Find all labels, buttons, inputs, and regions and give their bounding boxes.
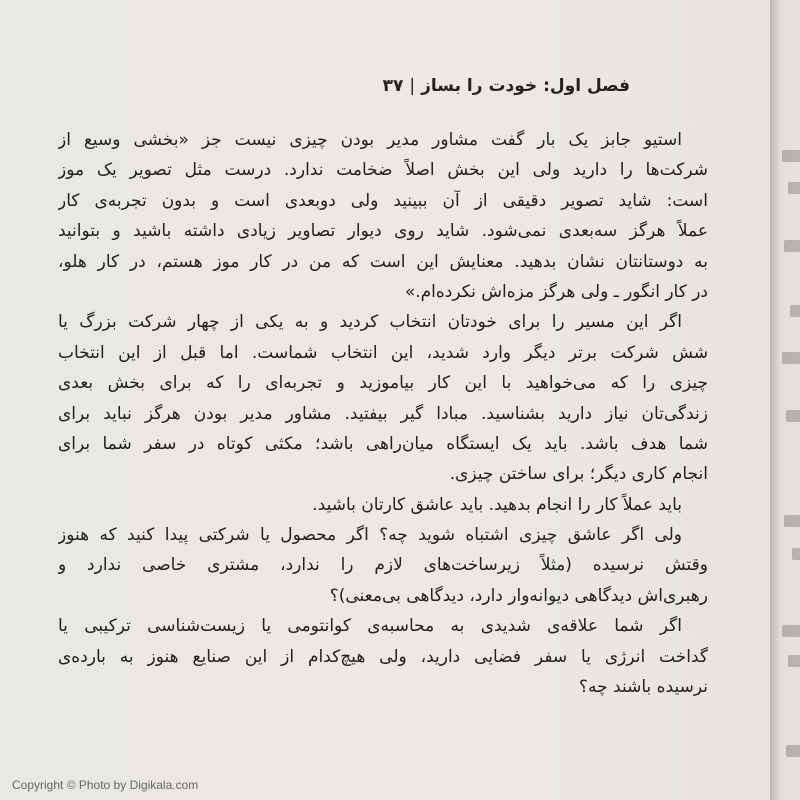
text-line: در کار انگور ـ ولی هرگز مزه‌اش نکرده‌ام.»: [404, 281, 708, 302]
facing-text-fragment: [786, 745, 800, 757]
facing-text-fragment: [784, 515, 800, 527]
facing-text-fragment: [782, 625, 800, 637]
running-head: [383, 76, 630, 96]
text-line: عملاً هرگز سه‌بعدی نمی‌شود. شاید روی دیوار تصاویر زیادی داشته باشید و بتوانید: [58, 221, 708, 242]
text-line: اگر این مسیر را برای خودتان انتخاب کردید و به یکی از چهار شرکت بزرگ یا: [58, 312, 682, 333]
copyright-watermark: Copyright © Photo by Digikala.com: [12, 778, 199, 792]
facing-text-fragment: [792, 548, 800, 560]
facing-text-fragment: [782, 150, 800, 162]
body-text: [58, 125, 708, 702]
text-line: اگر شما علاقه‌ی شدیدی به محاسبه‌ی کوانتومی یا زیست‌شناسی ترکیبی یا: [58, 616, 682, 637]
facing-text-fragment: [788, 182, 800, 194]
text-line: به دوستانتان نشان بدهید. معنایش این است که من در کار موز هستم، در کار هلو،: [58, 251, 708, 272]
chapter-title: فصل اول: خودت را بساز: [421, 76, 630, 96]
text-line: باید عملاً کار را انجام بدهید. باید عاشق کارتان باشید.: [312, 494, 682, 515]
text-line: شش شرکت برتر دیگر وارد شدید، این انتخاب شماست. اما قبل از این انتخاب: [58, 342, 708, 363]
facing-text-fragment: [782, 352, 800, 364]
text-line: وقتش نرسیده (مثلاً زیرساخت‌های لازم را ندارد، مشتری خاصی ندارد و: [58, 555, 708, 576]
facing-text-fragment: [788, 655, 800, 667]
page-number: ۳۷: [382, 76, 404, 96]
facing-text-fragment: [786, 410, 800, 422]
text-line: زندگی‌تان نیاز دارید بشناسید. مبادا گیر بیفتید. مشاور مدیر بودن هرگز نباید برای: [58, 403, 708, 424]
text-line: استیو جابز یک بار گفت مشاور مدیر بودن چیزی نیست جز «بخشی وسیع از: [58, 130, 682, 150]
header-separator: |: [409, 76, 416, 96]
text-line: رهبری‌اش دیدگاهی دیوانه‌وار دارد، دیدگاهی بی‌معنی)؟: [329, 585, 708, 606]
text-line: انجام کاری دیگر؛ برای ساختن چیزی.: [449, 464, 708, 485]
text-line: چیزی را که می‌خواهید با این کار بیاموزید و تجربه‌ای را که برای بخش بعدی: [58, 373, 708, 394]
text-line: شرکت‌ها را دارید ولی این بخش اصلاً ضخامت ندارد. درست مثل تصویر یک موز: [58, 160, 708, 181]
facing-page-edge: [770, 0, 800, 800]
text-line: گداخت انرژی یا سفر فضایی دارید، ولی هیچ‌کدام از این صنایع هنوز به بارده‌ی: [58, 646, 708, 667]
text-line: نرسیده باشند چه؟: [579, 677, 708, 698]
text-line: ولی اگر عاشق چیزی اشتباه شوید چه؟ اگر محصول یا شرکتی پیدا کنید که هنوز: [58, 525, 682, 546]
text-line: است: شاید تصویر دقیقی از آن ببینید ولی دوبعدی است و بدون تجربه‌ی کار: [58, 190, 708, 211]
facing-text-fragment: [790, 305, 800, 317]
facing-text-fragment: [784, 240, 800, 252]
text-line: شما هدف باشد. باید یک ایستگاه میان‌راهی باشد؛ مکثی کوتاه در سفر شما برای: [58, 433, 708, 454]
